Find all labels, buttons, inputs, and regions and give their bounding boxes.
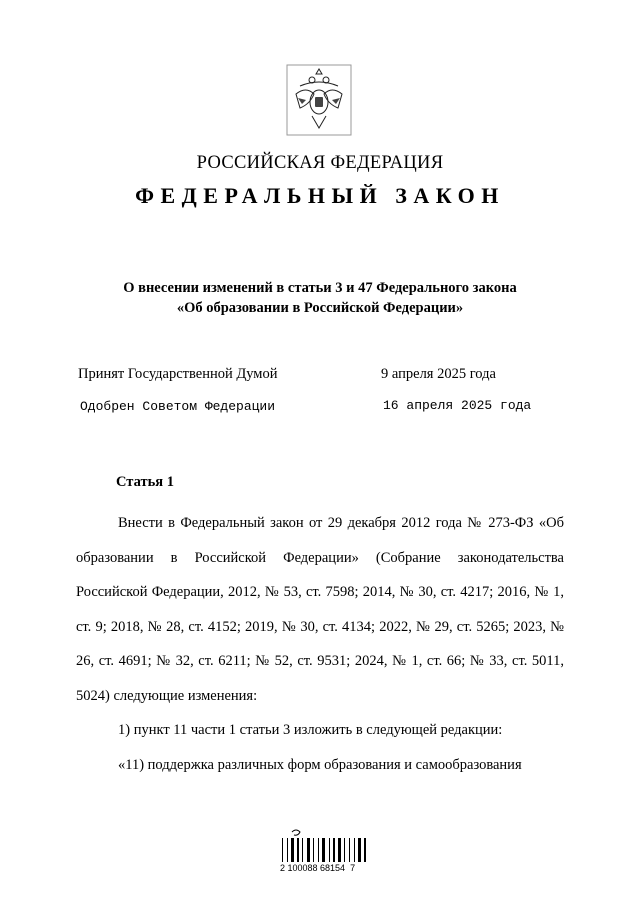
- article-paragraph-2: 1) пункт 11 части 1 статьи 3 изложить в следующей редакции:: [118, 722, 503, 738]
- law-title-line1: О внесении изменений в статьи 3 и 47 Федерального закона: [123, 280, 517, 296]
- article-paragraph-1: Внести в Федеральный закон от 29 декабря 2012 года № 273-ФЗ «Об образовании в Российской Федерации» (Собрание законодательства Российской Федерации, 2012, № 53, ст. 7598; 2014, № 30, ст. 4217; 2016, № 1, ст. 9; 2018, № 28, ст. 4152; 2019, № 30, ст. 4134; 2022, № 29, ст. 5265; 2023, № 26, ст. 4691; № 32, ст. 6211; № 52, ст. 9531; 2024, № 1, ст. 66; № 33, ст. 5011, 5024) следующие изменения:: [76, 515, 564, 704]
- council-approval-date: 16 апреля 2025 года: [383, 398, 532, 413]
- coat-of-arms-icon: [286, 64, 352, 136]
- council-approval-label: Одобрен Советом Федерации: [80, 399, 276, 414]
- article-paragraph-3: «11) поддержка различных форм образования и самообразования: [118, 756, 522, 773]
- article-body: [76, 506, 564, 782]
- duma-adoption-label: Принят Государственной Думой: [78, 366, 278, 382]
- law-title-line2: «Об образовании в Российской Федерации»: [176, 300, 464, 316]
- duma-adoption-date: 9 апреля 2025 года: [381, 366, 496, 382]
- country-name: РОССИЙСКАЯ ФЕДЕРАЦИЯ: [196, 153, 444, 173]
- document-type: ФЕДЕРАЛЬНЫЙ ЗАКОН: [135, 183, 505, 208]
- law-title: [60, 278, 580, 318]
- article-heading: Статья 1: [116, 474, 174, 490]
- barcode-number: 2 100088 68154 7: [280, 863, 356, 873]
